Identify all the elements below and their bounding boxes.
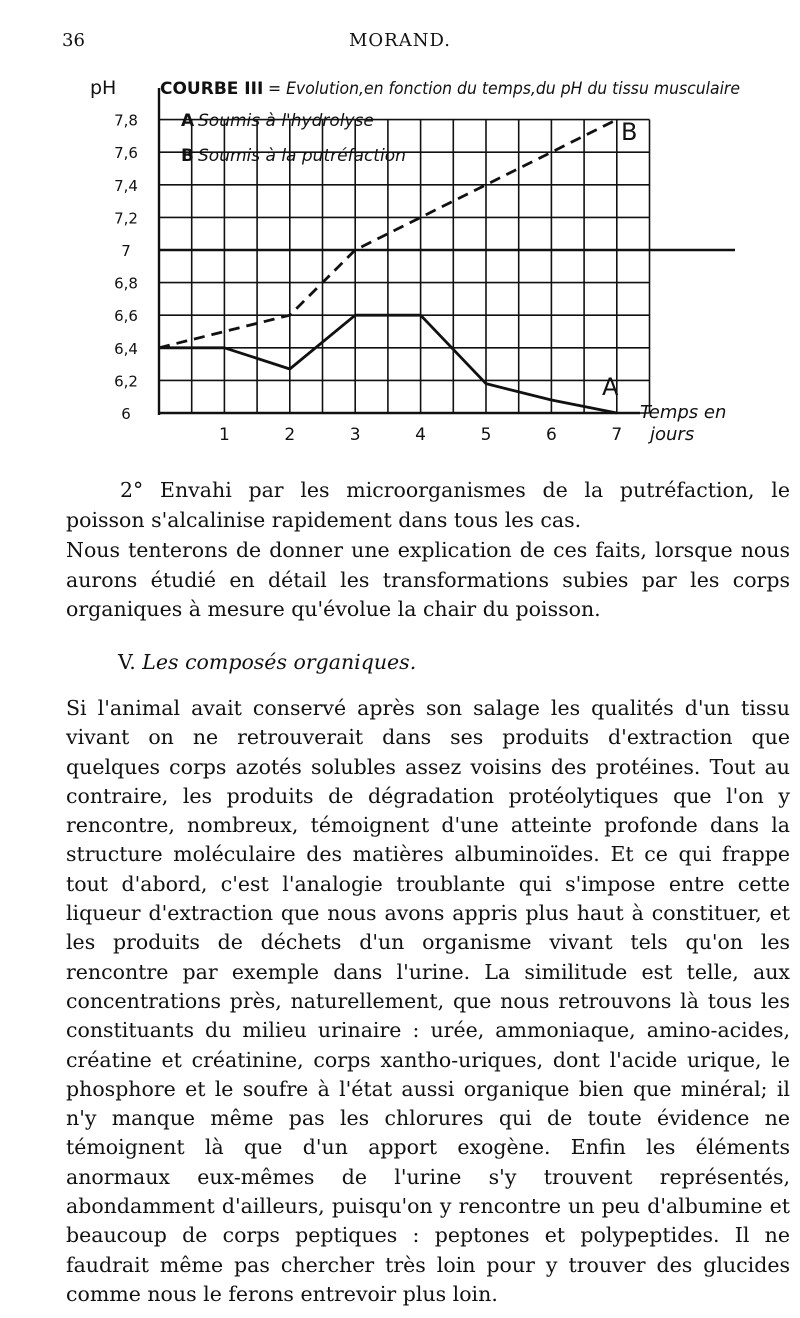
y-tick-label: 7,2 [114, 209, 138, 228]
legend-b-label: Soumis à la putréfaction [198, 146, 406, 166]
paragraph-organic-compounds: Si l'animal avait conservé après son salage les qualités d'un tissu vivant on ne retrouverait dans ses produits d'extraction que quelques corps azotés solubles assez voisins des protéines. Tout au contraire, les produits de dégradation protéolytiques que l'on y rencontre, nombreux, témoignent d'une atteinte profonde dans la structure moléculaire des matières albuminoïdes. Et ce qui frappe tout d'abord, c'est l'analogie troublante qui s'impose entre cette liqueur d'extraction que nous avons appris plus haut à constituer, et les produits de déchets d'un organisme vivant tels qu'on les rencontre par exemple dans l'urine. La similitude est telle, aux concentrations près, naturellement, que nous retrouvons là tous les constituants du milieu urinaire : urée, ammoniaque, amino-acides, créatine et créatinine, corps xantho-uriques, dont l'acide urique, le phosphore et le soufre à l'état aussi organique bien que minéral; il n'y manque même pas les chlorures qui de toute évidence ne témoignent là que d'un apport exogène. Enfin les éléments anormaux eux-mêmes de l'urine s'y trouvent représentés, abondamment d'ailleurs, puisqu'on y rencontre un peu d'albumine et beaucoup de corps peptiques : peptones et polypeptides. Il ne faudrait même pas chercher très loin pour y trouver des glucides comme nous le ferons entrevoir plus loin. [66, 696, 790, 1306]
running-title: MORAND. [348, 30, 451, 51]
section-number: V. [118, 650, 136, 674]
series-a-end-label: A [602, 373, 619, 401]
y-tick-label: 7 [121, 242, 131, 260]
x-axis-label-line1: Temps en [640, 402, 727, 423]
x-axis-label-line2: jours [650, 424, 695, 445]
section-title: Les composés organiques. [142, 650, 417, 674]
legend-a-letter: A [181, 111, 195, 131]
chart-title-number: COURBE III [160, 79, 264, 99]
legend-b-letter: B [181, 146, 194, 166]
y-tick-label: 6,2 [114, 372, 138, 391]
x-tick-label: 7 [611, 425, 623, 445]
chart-title-text: = Evolution,en fonction du temps,du pH du tissu musculaire [268, 79, 740, 99]
y-tick-label: 6,6 [114, 307, 138, 326]
y-tick-label: 7,6 [114, 144, 138, 163]
legend-a-label: Soumis à l'hydrolyse [198, 111, 374, 131]
paragraph-explanation: Nous tenterons de donner une explication de ces faits, lorsque nous aurons étudié en détail les transformations subies par les corps organiques à mesure qu'évolue la chair du poisson. [66, 538, 790, 622]
x-tick-label: 6 [545, 425, 557, 445]
y-tick-label: 7,8 [114, 111, 138, 130]
y-axis-label: pH [90, 77, 117, 99]
series-b-end-label: B [621, 118, 638, 146]
x-tick-label: 3 [349, 425, 361, 445]
y-tick-label: 6,4 [114, 339, 138, 358]
paragraph-alkalinisation: 2° Envahi par les microorganismes de la putréfaction, le poisson s'alcalinise rapidement dans tous les cas. [66, 478, 790, 532]
y-tick-label: 7,4 [114, 176, 138, 195]
y-tick-label: 6,8 [114, 274, 138, 293]
page-number: 36 [62, 30, 85, 51]
x-tick-label: 2 [284, 425, 296, 445]
page-header [0, 30, 800, 60]
x-tick-label: 1 [218, 425, 230, 445]
chart-axes [159, 88, 735, 415]
y-tick-label: 6 [121, 405, 131, 423]
x-tick-label: 5 [480, 425, 492, 445]
x-tick-label: 4 [415, 425, 427, 445]
section-heading [118, 650, 416, 674]
ph-chart [0, 70, 800, 450]
